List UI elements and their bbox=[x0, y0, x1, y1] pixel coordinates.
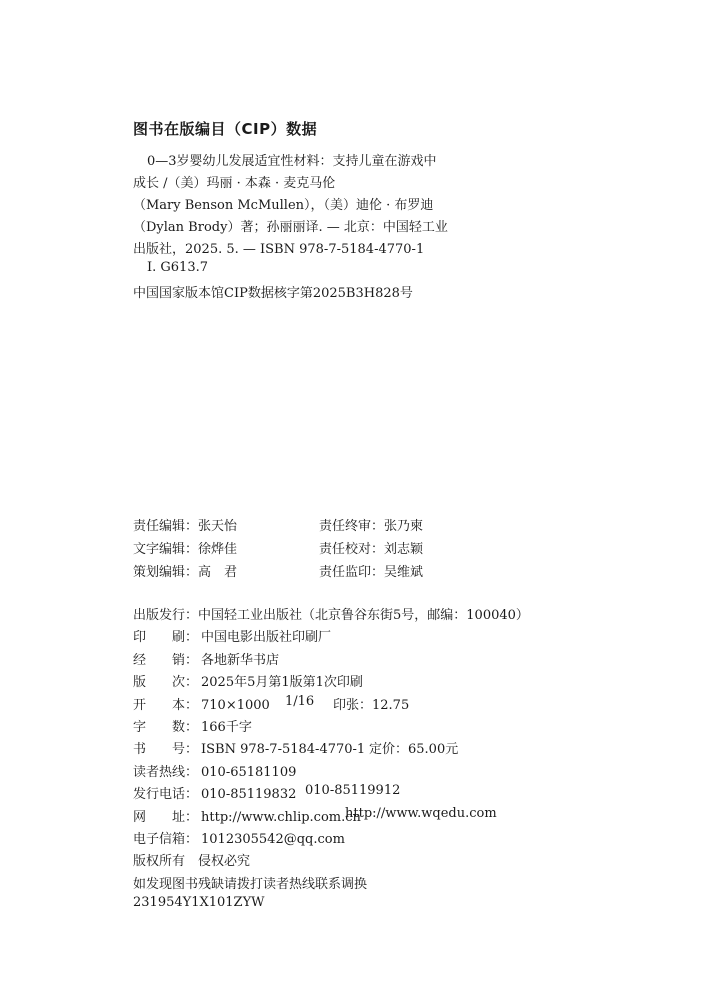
cip-line: 成长 /（美）玛丽 · 本森 · 麦克马伦 bbox=[133, 176, 336, 191]
hotline-value: 010-65181109 bbox=[201, 764, 297, 780]
format-value: 710×1000 bbox=[201, 697, 270, 713]
phone-label: 发行电话： bbox=[133, 787, 199, 803]
staff-row bbox=[133, 515, 573, 538]
hotline-label: 读者热线： bbox=[133, 764, 199, 780]
format-size: 1/16 bbox=[285, 693, 315, 709]
cip-title: 图书在版编目（CIP）数据 bbox=[133, 120, 318, 138]
cip-line: （Mary Benson McMullen），（美）迪伦 · 布罗迪 bbox=[133, 198, 434, 213]
edition-row bbox=[133, 671, 653, 693]
staff-left: 文字编辑：徐烨佳 bbox=[133, 542, 238, 557]
book-code: 231954Y1X101ZYW bbox=[133, 895, 265, 911]
format-row bbox=[133, 694, 653, 716]
staff-right: 责任校对：刘志颖 bbox=[319, 542, 424, 557]
distributor-value: 各地新华书店 bbox=[201, 652, 280, 668]
phone-value-1: 010-85119832 bbox=[201, 787, 297, 803]
isbn-row bbox=[133, 738, 653, 760]
notice-row: 如发现图书残缺请拨打读者热线联系调换 bbox=[133, 876, 368, 892]
staff-row bbox=[133, 561, 573, 584]
staff-right: 责任监印：吴维斌 bbox=[319, 565, 424, 580]
printer-row bbox=[133, 626, 653, 648]
web-label: 网 址： bbox=[133, 809, 199, 825]
price-value: 定价：65.00元 bbox=[369, 742, 459, 758]
phone-row bbox=[133, 783, 653, 805]
web-row bbox=[133, 806, 653, 828]
isbn-value: ISBN 978-7-5184-4770-1 bbox=[201, 742, 366, 758]
staff-left: 策划编辑：高 君 bbox=[133, 565, 238, 580]
edition-label: 版 次： bbox=[133, 675, 199, 691]
cip-line: 出版社，2025. 5. — ISBN 978-7-5184-4770-1 bbox=[133, 242, 425, 257]
words-label: 字 数： bbox=[133, 719, 199, 735]
words-value: 166千字 bbox=[201, 719, 252, 735]
cip-line: （Dylan Brody）著；孙丽丽译. — 北京：中国轻工业 bbox=[133, 220, 448, 235]
publication-info bbox=[133, 604, 653, 917]
distributor-label: 经 销： bbox=[133, 652, 199, 668]
email-row bbox=[133, 828, 653, 850]
email-value: 1012305542@qq.com bbox=[201, 831, 345, 847]
printer-value: 中国电影出版社印刷厂 bbox=[201, 630, 332, 646]
hotline-row bbox=[133, 761, 653, 783]
publisher-row: 出版发行：中国轻工业出版社（北京鲁谷东街5号，邮编：100040） bbox=[133, 608, 529, 623]
staff-credits bbox=[133, 515, 573, 584]
copyright-row: 版权所有 侵权必究 bbox=[133, 854, 251, 870]
email-label: 电子信箱： bbox=[133, 831, 199, 847]
cip-line: 中国国家版本馆CIP数据核字第2025B3H828号 bbox=[133, 286, 413, 301]
edition-value: 2025年5月第1版第1次印刷 bbox=[201, 675, 363, 691]
staff-left: 责任编辑：张天怡 bbox=[133, 519, 238, 534]
format-label: 开 本： bbox=[133, 697, 199, 713]
cip-line: 0—3岁婴幼儿发展适宜性材料：支持儿童在游戏中 bbox=[147, 154, 437, 169]
sheets-value: 印张：12.75 bbox=[333, 697, 410, 713]
distributor-row bbox=[133, 649, 653, 671]
web-link-1: http://www.chlip.com.cn bbox=[201, 809, 361, 825]
printer-label: 印 刷： bbox=[133, 630, 199, 646]
isbn-label: 书 号： bbox=[133, 742, 199, 758]
staff-right: 责任终审：张乃柬 bbox=[319, 519, 424, 534]
web-link-2: http://www.wqedu.com bbox=[345, 805, 497, 821]
cip-line: Ⅰ. G613.7 bbox=[147, 260, 209, 275]
phone-value-2: 010-85119912 bbox=[305, 783, 401, 799]
staff-row bbox=[133, 538, 573, 561]
words-row bbox=[133, 716, 653, 738]
